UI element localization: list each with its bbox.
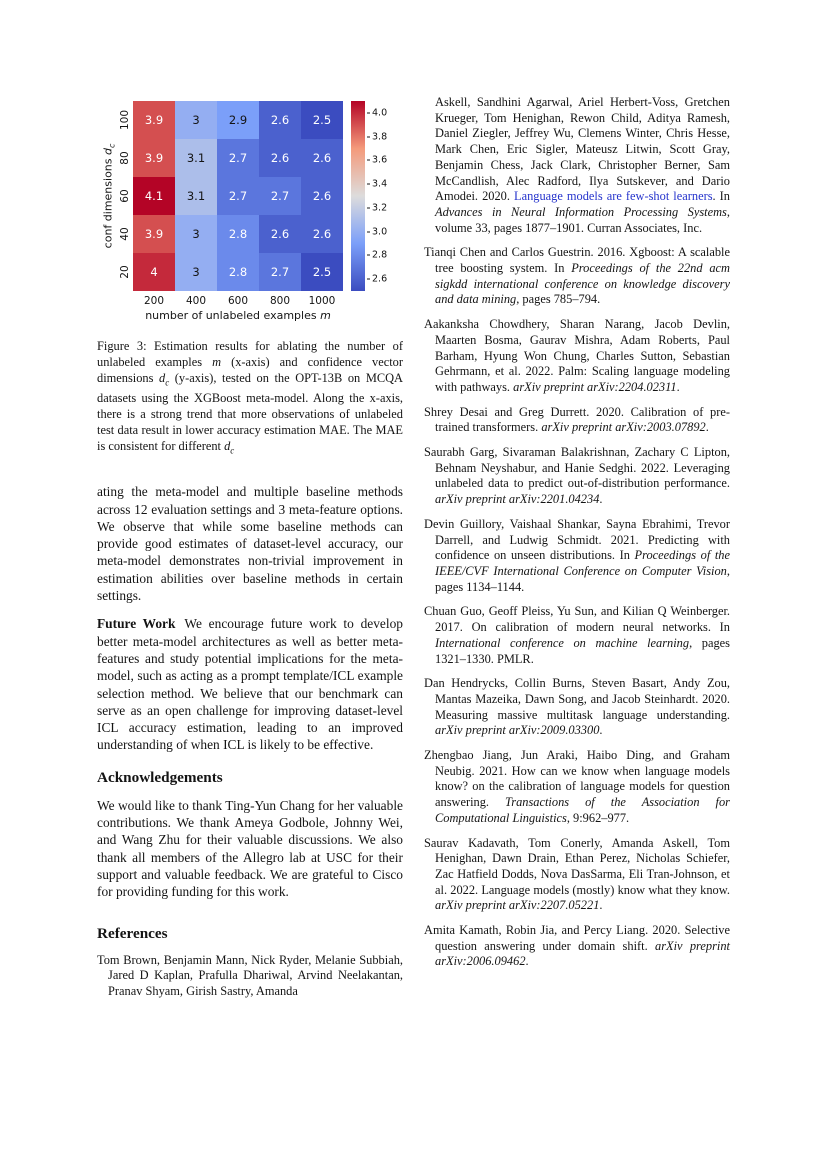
heatmap-cell: 3.9 [133, 215, 175, 253]
y-tick-label: 20 [118, 265, 131, 279]
text-segment: Advances in Neural Information Processing Systems [435, 204, 727, 219]
x-tick-label: 800 [269, 295, 291, 307]
reference-entry [424, 445, 730, 508]
heatmap-grid [133, 101, 343, 291]
text-segment: Dan Hendrycks, Collin Burns, Steven Basart, Andy Zou, Mantas Mazeika, Dawn Song, and Jacob Steinhardt. 2020. Measuring massive multitask language understanding. [424, 676, 730, 722]
text-segment: Askell, Sandhini Agarwal, Ariel Herbert-Voss, Gretchen Krueger, Tom Henighan, Rewon Child, Aditya Ramesh, Daniel Ziegler, Jeffrey Wu, Clemens Winter, Chris Hesse, Mark Chen, Eric Sigler, Mateusz Litwin, Scott Gray, Benjamin Chess, Jack Clark, Christopher Berner, Sam McCandlish, Alec Radford, Ilya Sutskever, and Dario Amodei. 2020. [435, 95, 730, 204]
text-segment: d [100, 148, 114, 156]
heatmap-cell: 3 [175, 253, 217, 291]
colorbar-tick-label: 2.6 [367, 274, 387, 285]
reference-entry [424, 923, 730, 970]
x-tick-label: 1000 [308, 295, 336, 307]
text-segment: arXiv preprint arXiv:2207.05221 [435, 898, 600, 913]
text-segment: number of unlabeled examples [145, 309, 321, 322]
text-segment: c [165, 377, 170, 388]
x-tick-label: 400 [185, 295, 207, 307]
reference-entry [97, 953, 403, 1000]
y-tick-label: 60 [118, 189, 131, 203]
x-tick-label: 200 [143, 295, 165, 307]
text-segment: Chuan Guo, Geoff Pleiss, Yu Sun, and Kilian Q Weinberger. 2017. On calibration of modern neural networks. In [424, 604, 730, 635]
reference-entry [424, 676, 730, 739]
text-segment: conf dimensions [100, 155, 114, 249]
y-tick-label: 100 [118, 109, 131, 131]
text-segment: . [676, 379, 680, 394]
text-segment: c [230, 445, 235, 456]
text-segment: Amita Kamath, Robin Jia, and Percy Liang. 2020. Selective question answering under domain shift. [424, 923, 730, 953]
text-segment: m [212, 354, 222, 369]
heatmap-cell: 3 [175, 101, 217, 139]
text-segment: We encourage future work to develop better meta-model architectures as well as better meta-features and study potential implications for the meta-model, such as acting as a prompt template/ICL example selection method. We believe that our benchmark can serve as an open challenge for improving dataset-level ICL accuracy estimation, leading to an improved understanding of when ICL is likely to be effective. [97, 616, 403, 753]
reference-entry [424, 748, 730, 827]
text-segment: Proceedings of the IEEE/CVF International Conference on Computer Vision [435, 548, 731, 578]
paragraph-future-work [97, 615, 403, 753]
text-segment: . [705, 420, 709, 435]
colorbar [351, 101, 397, 291]
heatmap-cell: 3.1 [175, 139, 217, 177]
reference-entry [424, 405, 730, 436]
text-segment: arXiv preprint arXiv:2009.03300 [435, 723, 600, 738]
text-segment: d [224, 438, 231, 453]
x-axis-label [133, 309, 343, 322]
heatmap-cell: 2.9 [217, 101, 259, 139]
heatmap-cell: 2.6 [301, 139, 343, 177]
heatmap-cell: 4 [133, 253, 175, 291]
section-heading-acknowledgements: Acknowledgements [97, 768, 223, 786]
heatmap-cell: 4.1 [133, 177, 175, 215]
heatmap-cell: 3.9 [133, 139, 175, 177]
colorbar-tick-label: 3.2 [367, 202, 387, 213]
text-segment: Proceedings of the 22nd acm sigkdd international conference on knowledge discovery and data mining [435, 261, 730, 307]
reference-entry [424, 95, 730, 236]
left-column [97, 95, 403, 1009]
text-segment: Tianqi Chen and Carlos Guestrin. 2016. Xgboost: A scalable tree boosting system. In [424, 245, 730, 276]
colorbar-tick-label: 3.8 [367, 131, 387, 142]
references-right [424, 95, 730, 970]
paragraph-acknowledgements: We would like to thank Ting-Yun Chang for her valuable contributions. We thank Ameya Godbole, Johnny Wei, and Wang Zhu for their valuable discussions. We also thank all members of the Allegro lab at USC for their support and valuable feedback. We are grateful to Cisco for providing funding for this work. [97, 797, 403, 900]
heatmap-cell: 3.1 [175, 177, 217, 215]
text-segment: arXiv preprint arXiv:2204.02311 [513, 379, 677, 394]
text-segment: Figure 3: Estimation results for ablating the number of unlabeled examples [97, 339, 403, 369]
heatmap-cell: 2.8 [217, 253, 259, 291]
text-segment: . [599, 898, 603, 913]
text-segment: arXiv preprint arXiv:2006.09462 [435, 938, 730, 969]
reference-entry [424, 604, 730, 667]
text-segment: arXiv preprint arXiv:2201.04234 [435, 492, 600, 507]
colorbar-tick-label: 3.6 [367, 155, 387, 166]
heatmap-cell: 2.7 [259, 177, 301, 215]
text-segment: Aakanksha Chowdhery, Sharan Narang, Jacob Devlin, Maarten Bosma, Gaurav Mishra, Adam Roberts, Paul Barham, Hyung Won Chung, Charles Sutton, Sebastian Gehrmann, et al. 2022. Palm: Scaling language modeling with pathways. [424, 317, 730, 394]
text-segment: , volume 33, pages 1877–1901. Curran Associates, Inc. [435, 204, 730, 235]
text-segment: Transactions of the Association for Computational Linguistics [435, 795, 730, 825]
text-segment: c [107, 143, 117, 149]
text-segment: d [159, 370, 166, 385]
figure-3 [97, 101, 403, 459]
heatmap-cell: 3 [175, 215, 217, 253]
text-segment: . [525, 954, 529, 969]
heatmap-cell: 2.5 [301, 101, 343, 139]
colorbar-tick-label: 3.4 [367, 179, 387, 190]
text-segment: International conference on machine learning [435, 635, 690, 650]
heatmap-cell: 2.6 [301, 215, 343, 253]
y-axis-label-text [101, 144, 116, 249]
x-axis-ticks [133, 295, 343, 307]
heatmap-plot-row [101, 101, 403, 322]
reference-entry [424, 245, 730, 308]
heatmap-cell: 2.7 [217, 177, 259, 215]
heatmap-cell: 2.5 [301, 253, 343, 291]
text-segment: , 9:962–977. [566, 810, 630, 825]
heatmap-cell: 2.6 [259, 101, 301, 139]
paragraph-continuation: ating the meta-model and multiple baseline methods across 12 evaluation settings and 3 meta-feature options. We observe that while some baseline methods can provide good estimates of dataset-level accuracy, our meta-model demonstrates non-trivial improvement in estimation abilities over baseline methods in certain settings. [97, 484, 403, 604]
heatmap-cell: 2.6 [259, 215, 301, 253]
text-segment: (x-axis) and confidence vector dimensions [97, 354, 403, 385]
colorbar-tick-label: 4.0 [367, 107, 387, 118]
heatmap-cell: 2.6 [259, 139, 301, 177]
heatmap-cell: 3.9 [133, 101, 175, 139]
text-segment: Future Work [97, 616, 176, 632]
y-axis-ticks [116, 101, 133, 291]
colorbar-tick-label: 3.0 [367, 226, 387, 237]
heatmap-area [133, 101, 343, 322]
figure-caption [97, 339, 403, 459]
reference-link[interactable]: Language models are few-shot learners [514, 189, 713, 204]
text-segment: Saurav Kadavath, Tom Conerly, Amanda Askell, Tom Henighan, Dawn Drain, Ethan Perez, Nicholas Schiefer, Zac Hatfield Dodds, Nova DasSarma, Eli Tran-Johnson, et al. 2022. Language models (mostly) know what they know. [424, 835, 730, 897]
text-segment: Shrey Desai and Greg Durrett. 2020. Calibration of pre-trained transformers. [424, 404, 730, 435]
text-segment: Tom Brown, Benjamin Mann, Nick Ryder, Melanie Subbiah, Jared D Kaplan, Prafulla Dhariwal, Arvind Neelakantan, Pranav Shyam, Girish Sastry, Amanda [97, 952, 403, 998]
text-segment: Saurabh Garg, Sivaraman Balakrishnan, Zachary C Lipton, Behnam Neyshabur, and Hanie Sedghi. 2022. Leveraging unlabeled data to predict out-of-distribution performance. [424, 445, 730, 491]
text-segment: Zhengbao Jiang, Jun Araki, Haibo Ding, and Graham Neubig. 2021. How can we know when language models know? on the calibration of language models for question answering. [424, 748, 730, 810]
heatmap-figure [101, 101, 403, 322]
text-segment: , pages 1321–1330. PMLR. [435, 635, 730, 666]
colorbar-tick-label: 2.8 [367, 250, 387, 261]
colorbar-gradient [351, 101, 365, 291]
x-axis-label-text [145, 309, 331, 322]
colorbar-tick-labels [365, 101, 397, 291]
text-segment: , pages 1134–1144. [435, 563, 730, 594]
text-segment: . In [712, 189, 730, 204]
reference-entry [424, 517, 730, 596]
reference-entry [424, 836, 730, 915]
section-heading-references: References [97, 924, 168, 942]
reference-entry [424, 317, 730, 396]
text-segment: Devin Guillory, Vaishaal Shankar, Sayna Ebrahimi, Trevor Darrell, and Ludwig Schmidt. 2021. Predicting with confidence on unseen distributions. In [424, 516, 730, 563]
right-column [424, 95, 730, 979]
heatmap-cell: 2.7 [259, 253, 301, 291]
text-segment: . [599, 723, 603, 738]
text-segment: m [320, 309, 331, 322]
y-axis-label [101, 101, 116, 291]
heatmap-cell: 2.6 [301, 177, 343, 215]
y-tick-label: 80 [118, 151, 131, 165]
references-left [97, 953, 403, 1000]
x-tick-label: 600 [227, 295, 249, 307]
text-segment: . [599, 492, 603, 507]
y-tick-label: 40 [118, 227, 131, 241]
text-segment: (y-axis), tested on the OPT-13B on MCQA datasets using the XGBoost meta-model. Along the x-axis, there is a strong trend that more observations of unlabeled test data result in lower accuracy estimation MAE. The MAE is consistent for different [97, 370, 403, 453]
text-segment: , pages 785–794. [516, 292, 601, 307]
heatmap-cell: 2.8 [217, 215, 259, 253]
heatmap-cell: 2.7 [217, 139, 259, 177]
text-segment: arXiv preprint arXiv:2003.07892 [541, 420, 706, 435]
